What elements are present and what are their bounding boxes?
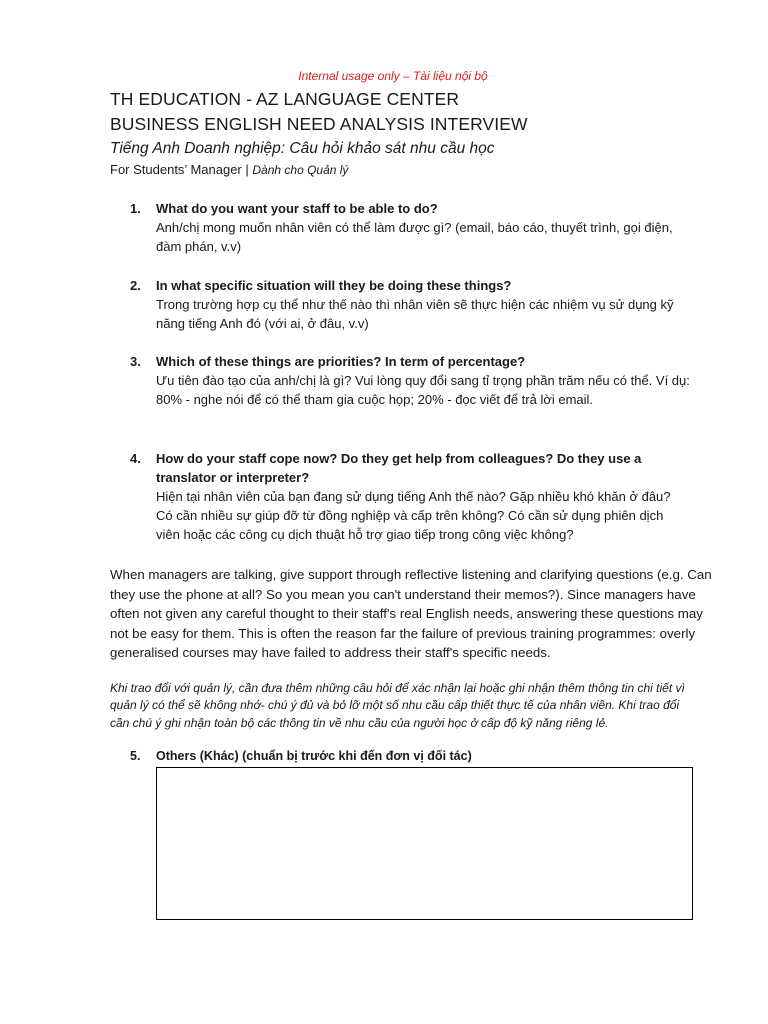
question-title: How do your staff cope now? Do they get help from colleagues? Do they use a translator or interpreter? <box>156 451 642 485</box>
question-2 <box>130 276 690 333</box>
question-number: 3. <box>130 354 141 369</box>
audience-en: For Students’ Manager | <box>110 162 249 177</box>
question-3 <box>130 352 690 409</box>
question-4 <box>130 449 690 544</box>
audience-line <box>110 162 348 177</box>
question-1 <box>130 199 690 256</box>
document-title: BUSINESS ENGLISH NEED ANALYSIS INTERVIEW <box>110 114 528 134</box>
question-translation: Hiện tại nhân viên của bạn đang sử dụng tiếng Anh thế nào? Gặp nhiều khó khăn ở đâu? Có cần nhiều sự giúp đỡ từ đồng nghiệp và cấp trên không? Có cần sử dụng phiên dịch viên hoặc các công cụ dịch thuật hỗ trợ giao tiếp trong công việc không? <box>156 489 671 542</box>
question-title: In what specific situation will they be doing these things? <box>156 278 512 293</box>
others-answer-box[interactable] <box>156 767 693 920</box>
question-title: Which of these things are priorities? In term of percentage? <box>156 354 526 369</box>
internal-usage-note: Internal usage only – Tài liệu nội bộ <box>298 69 488 83</box>
document-subtitle: Tiếng Anh Doanh nghiệp: Câu hỏi khảo sát nhu cầu học <box>110 140 495 157</box>
question-title: What do you want your staff to be able to do? <box>156 201 438 216</box>
guidance-paragraph-en: When managers are talking, give support through reflective listening and clarifying questions (e.g. Can they use the phone at all? So you mean you can't understand their memos?). Since managers have often not given any careful thought to their staff's real English needs, answering these questions may not be easy for them. This is often the reason far the failure of previous training programmes: overly generalised courses may have failed to address their staff's specific needs. <box>110 567 712 661</box>
question-translation: Ưu tiên đào tạo của anh/chị là gì? Vui lòng quy đổi sang tỉ trọng phần trăm nếu có thể. Ví dụ: 80% - nghe nói để có thể tham gia cuộc họp; 20% - đọc viết để trả lời email. <box>156 373 690 407</box>
question-number: 1. <box>130 201 141 216</box>
question-number: 4. <box>130 451 141 466</box>
question-5-others <box>130 749 690 763</box>
guidance-paragraph-vi: Khi trao đổi với quản lý, cần đưa thêm những câu hỏi để xác nhận lại hoặc ghi nhận thêm thông tin chi tiết vì quản lý có thể sẽ không nhớ- chú ý đủ và bỏ lỡ một số nhu cầu cấp thiết thực tế của nhân viên. Khi trao đổi cần chú ý ghi nhận toàn bộ các thông tin về nhu cầu của người học ở cấp độ kỹ năng riêng lẻ. <box>110 681 685 730</box>
question-translation: Trong trường hợp cụ thể như thế nào thì nhân viên sẽ thực hiện các nhiệm vụ sử dụng kỹ năng tiếng Anh đó (với ai, ở đâu, v.v) <box>156 297 674 331</box>
question-title: Others (Khác) (chuẩn bị trước khi đến đơn vị đối tác) <box>156 749 472 763</box>
question-number: 2. <box>130 278 141 293</box>
question-number: 5. <box>130 749 141 763</box>
audience-vi: Dành cho Quản lý <box>252 163 349 177</box>
organization-title: TH EDUCATION - AZ LANGUAGE CENTER <box>110 89 460 109</box>
question-translation: Anh/chị mong muốn nhân viên có thể làm được gì? (email, báo cáo, thuyết trình, gọi điện, đàm phán, v.v) <box>156 220 673 254</box>
